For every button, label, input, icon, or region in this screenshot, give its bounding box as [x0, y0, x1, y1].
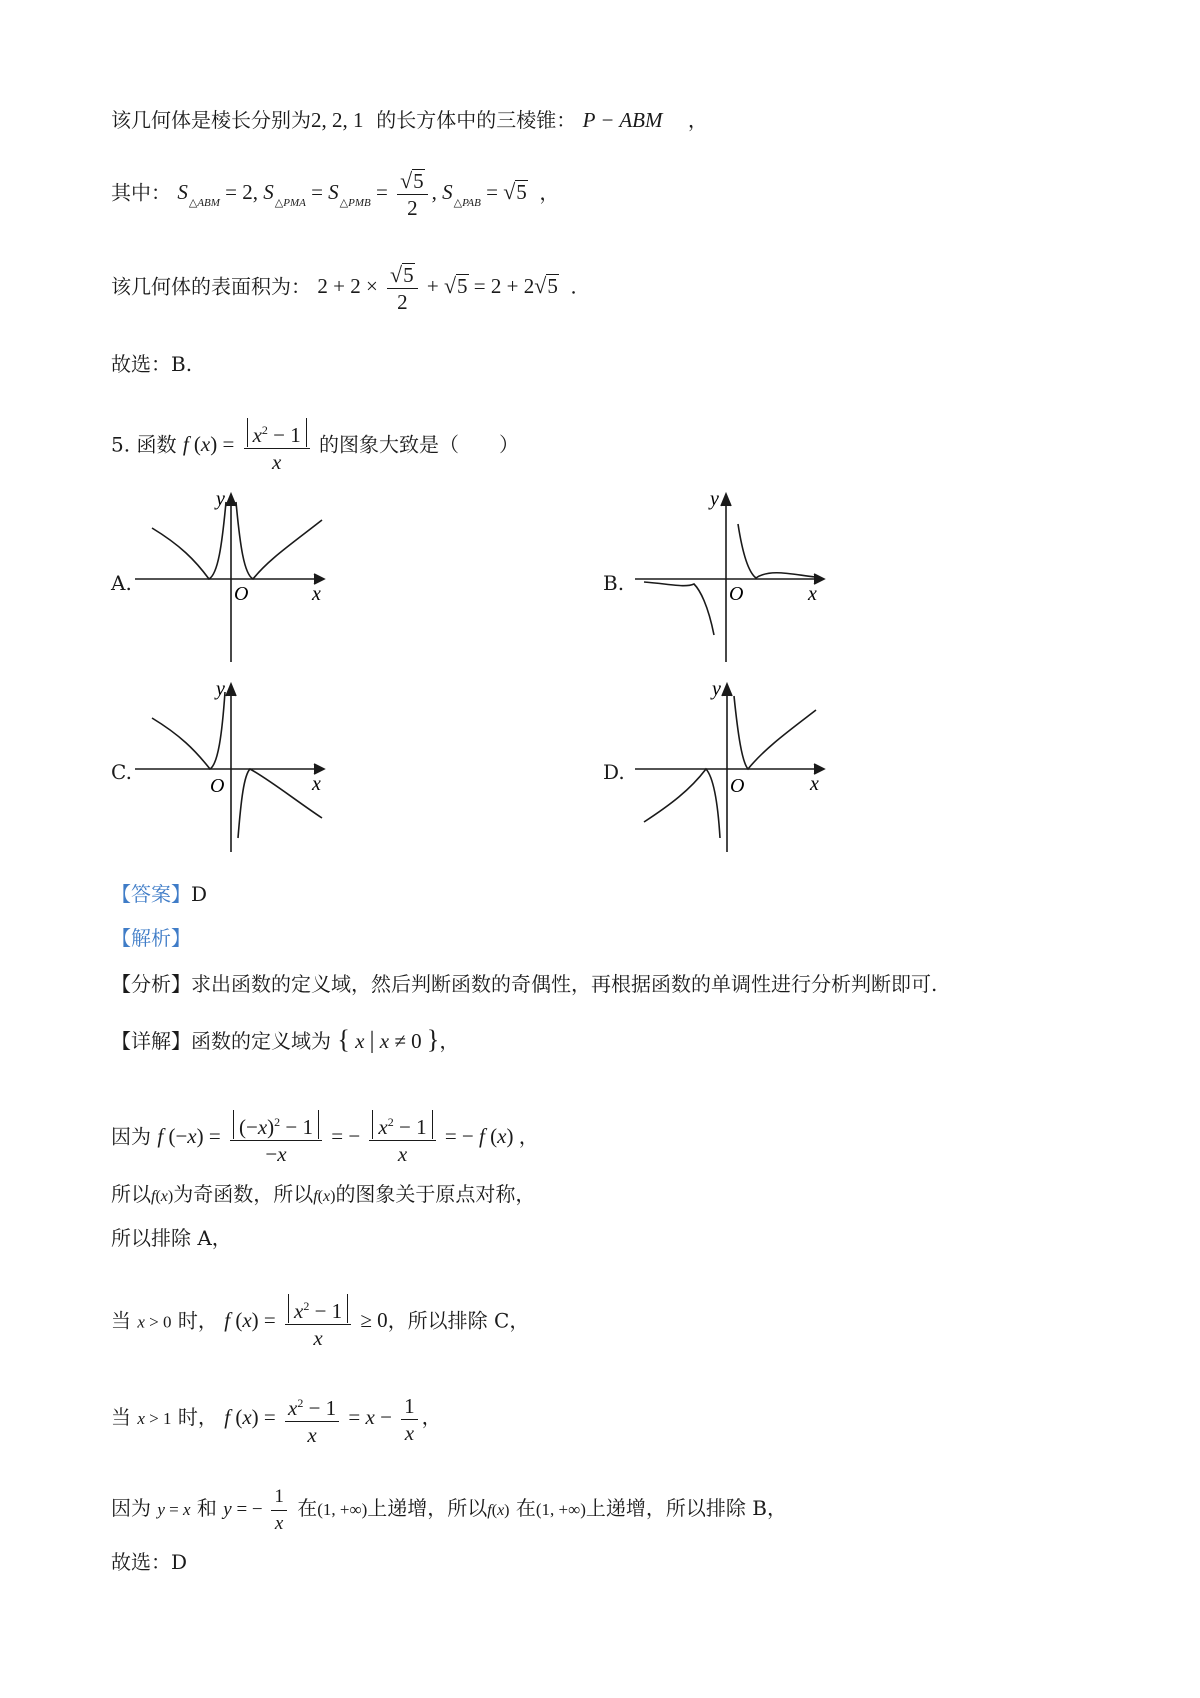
line-areas: 其中： $S_{\triangle ABM} = 2$, $S_{\triangle PMA} = S_{\triangle PMB}$ = $\frac{√5}{2}$ , $S_{\triangle PAB} = √5$ ，: [111, 168, 560, 220]
step-exclude-a: 所以排除 A，: [111, 1226, 232, 1250]
final-choice: 故选：D: [111, 1550, 188, 1574]
option-b-label[interactable]: B.: [603, 571, 625, 595]
graph-c[interactable]: [130, 680, 340, 855]
graph-b[interactable]: [630, 490, 840, 665]
graph-d-y-label: y: [712, 680, 721, 700]
graph-a-origin: O: [234, 583, 249, 605]
step-odd-conclusion: 所以f(x)为奇函数，所以f(x)的图象关于原点对称，: [111, 1182, 536, 1206]
graph-a[interactable]: [130, 490, 340, 665]
domain-set: { x | x ≠ 0 }: [337, 1025, 440, 1054]
fenxi-line: 【分析】求出函数的定义域，然后判断函数的奇偶性，再根据函数的单调性进行分析判断即可.: [111, 972, 938, 996]
line-pyramid: 该几何体是棱长分别为2, 2, 1 的长方体中的三棱锥： P − ABM ，: [111, 108, 708, 132]
graph-c-origin: O: [210, 775, 225, 797]
graph-b-x-label: x: [808, 583, 817, 605]
line-surface: 该几何体的表面积为： 2 + 2 × $\frac{√5}{2}$ + √5 = 2 + 2√5 .: [111, 262, 577, 314]
option-d-label[interactable]: D.: [603, 760, 625, 784]
analysis-tag: 【解析】: [111, 926, 191, 950]
graph-c-y-label: y: [216, 680, 225, 700]
line-choice-b: 故选：B.: [111, 352, 193, 376]
function-definition: f (x) = $\frac{x^2 - 1}{x}$: [183, 432, 319, 456]
pyramid-name: P − ABM: [582, 108, 663, 132]
graph-d-x-label: x: [810, 773, 819, 795]
area-formula: $S_{\triangle ABM} = 2$, $S_{\triangle PMA} = S_{\triangle PMB}$ = $\frac{√5}{2}$ , $S_{\triangle PAB} = √5$: [177, 168, 527, 220]
option-c-label[interactable]: C.: [111, 760, 132, 784]
positive-formula: f (x) = $\frac{x^2 - 1}{x}$ ≥ 0: [224, 1308, 387, 1332]
option-a-label[interactable]: A.: [111, 571, 132, 595]
xiangjie-line: 【详解】函数的定义域为 { x | x ≠ 0 }，: [111, 1025, 460, 1054]
answer-line: [111, 880, 207, 908]
step-greater-one: 当 x > 1 时， f (x) = $\frac{x^2 - 1}{x}$ = x − $\frac{1}{x}$ ，: [111, 1390, 442, 1448]
answer-tag: 【答案】: [111, 882, 191, 906]
answer-value: D: [191, 882, 208, 906]
surface-formula: 2 + 2 × $\frac{√5}{2}$ + √5 = 2 + 2√5: [317, 262, 558, 314]
step-odd-check: 因为 f (−x) = $\frac{(-x)^2 - 1}{-x}$ = − $\frac{x^2 - 1}{x}$ = − f (x) ，: [111, 1110, 539, 1167]
question-5: 5. 函数 f (x) = $\frac{x^2 - 1}{x}$ 的图象大致是（ ）: [111, 418, 519, 475]
graph-a-x-label: x: [312, 583, 321, 605]
graph-b-origin: O: [729, 583, 744, 605]
graph-a-y-label: y: [216, 490, 225, 510]
graph-d-origin: O: [730, 775, 745, 797]
graph-b-y-label: y: [710, 490, 719, 510]
simplified-formula: f (x) = $\frac{x^2 - 1}{x}$ = x − $\frac{1}{x}$: [224, 1405, 421, 1429]
odd-formula: f (−x) = $\frac{(-x)^2 - 1}{-x}$ = − $\frac{x^2 - 1}{x}$ = − f (x): [157, 1124, 518, 1148]
graph-d[interactable]: [630, 680, 840, 855]
graph-c-x-label: x: [312, 773, 321, 795]
step-monotonic: 因为 y = x 和 y = − $\frac{1}{x}$ 在(1, +∞)上递增，所以f(x) 在(1, +∞)上递增，所以排除 B，: [111, 1486, 787, 1534]
step-positive: 当 x > 0 时， f (x) = $\frac{x^2 - 1}{x}$ ≥ 0，所以排除 C，: [111, 1294, 529, 1351]
dims: 2, 2, 1: [311, 108, 364, 132]
